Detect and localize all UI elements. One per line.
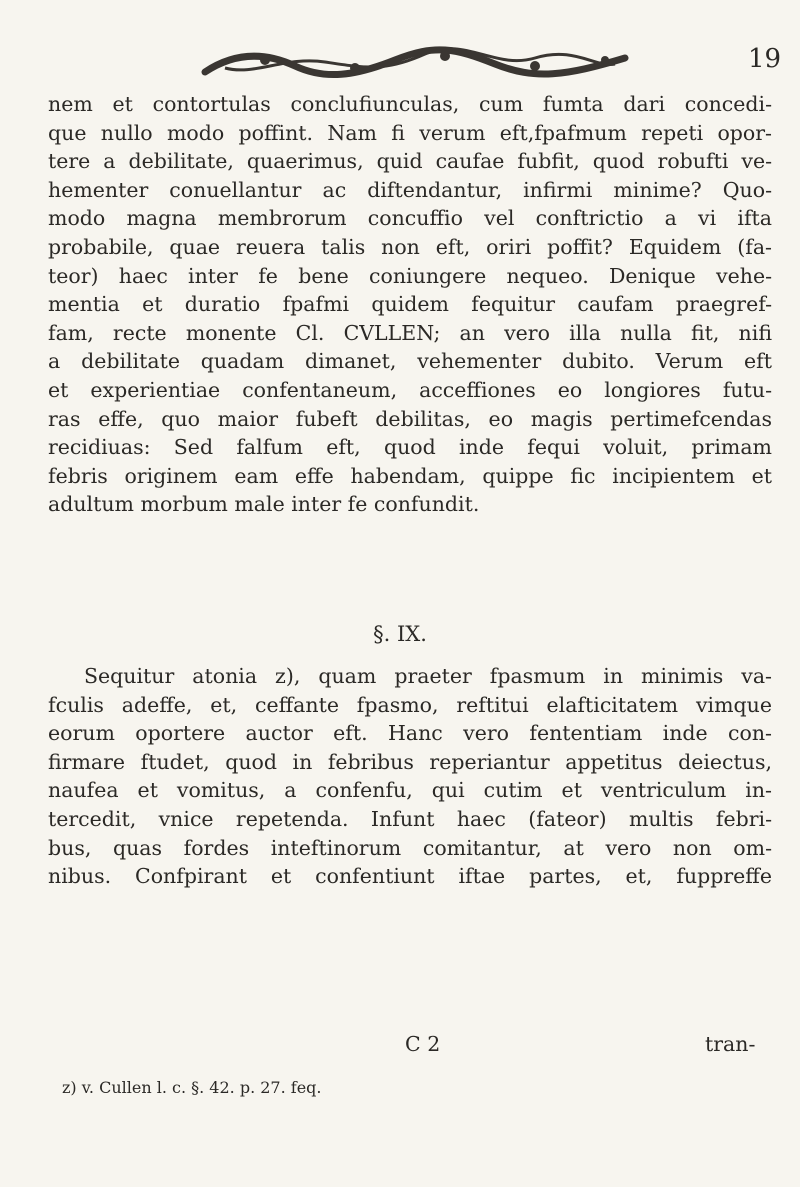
paragraph-1 [48,90,772,519]
text-line: fculis adeffe, et, ceffante fpasmo, reftitui elafticitatem vimque [48,692,772,717]
text-line: probabile, quae reuera talis non eft, oriri poffit? Equidem (fa- [48,234,772,259]
headband-ornament [195,46,635,80]
catchword: tran- [705,1032,756,1056]
text-line: recidiuas: Sed falfum eft, quod inde fequi voluit, primam [48,435,772,460]
text-line: naufea et vomitus, a confenfu, qui cutim et ventriculum in- [48,778,772,803]
text-line: adultum morbum male inter fe confundit. [48,492,480,517]
text-line: mentia et duratio fpafmi quidem fequitur caufam praegref- [48,292,772,317]
text-line: nem et contortulas conclufiunculas, cum fumta dari concedi- [48,92,772,116]
text-line: hementer conuellantur ac diftendantur, infirmi minime? Quo- [48,177,772,202]
section-heading: §. IX. [373,622,427,646]
signature-mark: C 2 [405,1032,441,1056]
text-line: tere a debilitate, quaerimus, quid caufae fubfit, quod robufti ve- [48,149,772,174]
text-line: modo magna membrorum concuffio vel conftrictio a vi ifta [48,206,772,231]
text-line: nibus. Confpirant et confentiunt iftae partes, et, fuppreffe [48,864,772,889]
text-line: fam, recte monente Cl. CVLLEN; an vero illa nulla fit, nifi [48,320,772,345]
text-line: firmare ftudet, quod in febribus reperiantur appetitus deiectus, [48,749,772,774]
page-number: 19 [748,44,782,74]
paragraph-2 [48,662,772,891]
text-line: eorum oportere auctor eft. Hanc vero fententiam inde con- [48,721,772,746]
text-line: Sequitur atonia z), quam praeter fpasmum in minimis va- [84,664,772,688]
text-line: que nullo modo poffint. Nam fi verum eft,fpafmum repeti opor- [48,120,772,145]
text-line: febris originem eam effe habendam, quippe fic incipientem et [48,463,772,488]
text-line: a debilitate quadam dimanet, vehementer dubito. Verum eft [48,349,772,374]
text-line: ras effe, quo maior fubeft debilitas, eo magis pertimefcendas [48,406,772,431]
footnote: z) v. Cullen l. c. §. 42. p. 27. feq. [62,1078,322,1097]
text-line: bus, quas fordes inteftinorum comitantur, at vero non om- [48,835,772,860]
text-line: et experientiae confentaneum, acceffiones eo longiores futu- [48,377,772,402]
text-line: tercedit, vnice repetenda. Infunt haec (fateor) multis febri- [48,806,772,831]
text-line: teor) haec inter fe bene coniungere nequeo. Denique vehe- [48,263,772,288]
